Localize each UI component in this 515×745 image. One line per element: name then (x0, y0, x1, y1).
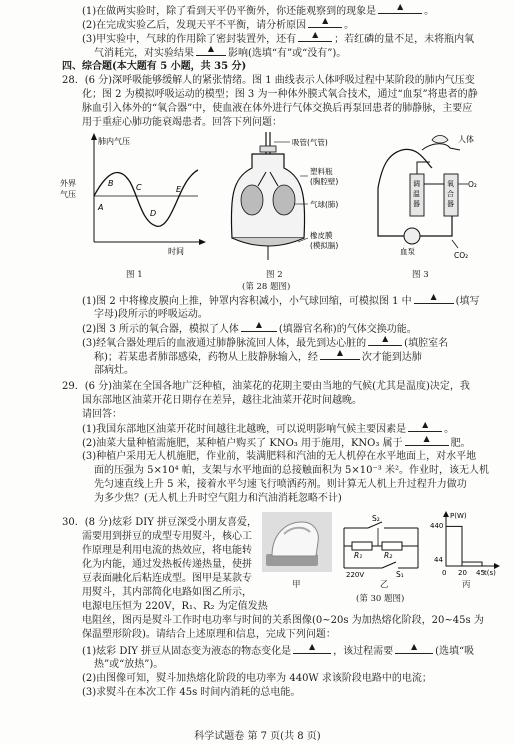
page-footer: 科学试题卷 第 7 页(共 8 页) (194, 731, 321, 742)
power-step-0 (446, 526, 462, 566)
q30-sub1-line2: 热”或“放热”)。 (94, 659, 164, 670)
q28-sub3-line1: (3)经氧合器处理后的血液通过肺静脉流回人体，最先到达心脏的 ▲ (填腔室名 (82, 334, 449, 349)
svg-text:220V: 220V (346, 571, 365, 579)
fig1-label-e: E (176, 185, 182, 194)
q29-sub3-line4: 为多少焦？(无人机上升时空气阻力和汽油消耗忽略不计) (94, 493, 342, 504)
q30-figure-iron-photo (262, 512, 332, 572)
q30-line5: 豆表面融化后粘连成型。图甲是某款专 (82, 573, 252, 584)
q30-line9: 保温塑形阶段)。请结合上述原理和信息，完成下列问题： (82, 629, 336, 640)
q28-figure1-graph (60, 130, 210, 265)
q29-line3: 请回答： (82, 409, 122, 420)
svg-text:调: 调 (413, 180, 420, 188)
fig1-outer2: 气压 (60, 190, 76, 199)
svg-text:器: 器 (447, 200, 454, 208)
q30-line1: 30．(8 分)炫彩 DIY 拼豆深受小朋友喜爱， (62, 517, 257, 528)
fig1-label-d: D (150, 209, 157, 218)
q29-sub3-line2: 面的压强为 5×10⁴ 帕，支架与水平地面的总接触面积为 5×10⁻³ 米²。作业时，该无人机 (94, 465, 489, 476)
svg-text:0: 0 (442, 569, 447, 577)
fig1-label-c: C (136, 183, 142, 192)
resistor-r2 (382, 542, 402, 550)
q28-line2: 化；图 2 为模拟呼吸运动的模型；图 3 为一种体外膜式氧合技术，通过“血泵”将患者的静 (82, 89, 478, 100)
q30-figure-circuit (338, 512, 428, 578)
svg-text:S₁: S₁ (396, 570, 404, 579)
q-prev-line2: (2)在完成实验乙后，发现天平不平衡，请分析原因 ▲ 。 (82, 16, 355, 31)
q28-figure2-bell-jar-model (222, 128, 362, 266)
q30-caption-yi: 乙 (380, 580, 389, 590)
q29-sub3-line1: (3)种植户采用无人机施肥，作业前，装满肥料和汽油的无人机停在水平地面上，对水平地 (82, 451, 477, 462)
q28-sub1-line1: (1)图 2 中将橡皮膜向上推，钟罩内容积减小，小气球回缩，可模拟图 1 中 ▲ (填写 (82, 292, 480, 307)
q28-sub3-line2: 称)；若某患者肺部感染，药物从上肢静脉输入，经 ▲ 次才能到达肺 (94, 348, 422, 363)
svg-text:器: 器 (413, 200, 420, 208)
svg-text:P(W): P(W) (450, 512, 467, 520)
q30-caption-jia: 甲 (292, 580, 301, 590)
q-prev-line3: (3)甲实验中，气球的作用除了密封装置外，还有 ▲ ；若红磷的量不足，未将瓶内氧 (82, 30, 475, 45)
q30-figure-caption: (第 30 题图) (356, 594, 405, 604)
q29-sub2: (2)油菜大量种植需施肥，某种植户购买了 KNO₃ 用于施用，KNO₃ 属于 ▲ 肥。 (82, 434, 471, 449)
q28-sub3-line3: 部病灶。 (94, 365, 134, 376)
fig3-label-co2: CO₂ (454, 251, 469, 260)
q30-sub2: (2)由图像可知，熨斗加热熔化阶段的电功率为 440W 求该阶段电路中的电流； (82, 673, 432, 684)
q30-figure-power-graph (430, 508, 510, 578)
q30-line4: 化为内能，通过发热板传递热量，使拼 (82, 559, 252, 570)
power-step-1 (462, 562, 482, 566)
q-prev-line4: 气消耗完，对实验结果 ▲ 影响(选填“有”或“没有”)。 (94, 44, 347, 59)
q30-line6: 用熨斗，其内部简化电路如图乙所示， (82, 587, 252, 598)
resistor-r1 (352, 542, 372, 550)
q30-sub1-line1: (1)炫彩 DIY 拼豆从固态变为液态的物态变化是 ▲ ，该过程需要 ▲ (选填“吸 (82, 642, 475, 657)
svg-text:R₁: R₁ (354, 551, 363, 560)
switch-s1 (382, 562, 396, 568)
q29-sub3-line3: 先匀速直线上升 5 米，接着水平匀速飞行喷洒药剂。则计算无人机上升过程升力做功 (94, 479, 467, 490)
q28-sub2: (2)图 3 所示的氧合器，模拟了人体 ▲ (填器官名称)的气体交换功能。 (82, 320, 417, 335)
fig3-human-head (432, 136, 448, 144)
q30-sub3: (3)求熨斗在本次工作 45s 时间内消耗的总电能。 (82, 687, 301, 698)
svg-text:氧: 氧 (447, 180, 454, 188)
q28-figure-caption: (第 28 题图) (242, 282, 291, 292)
q30-line8: 电阻丝，图丙是熨斗工作时电功率与时间的关系图像(0~20s 为加热熔化阶段，20~45s 为 (82, 615, 484, 626)
fig3-label-body: 人体 (458, 135, 474, 144)
q30-line3: 作原理是利用电流的热效应，将电能转 (82, 545, 252, 556)
fig2-caption: 图 2 (266, 270, 283, 280)
svg-text:44: 44 (434, 556, 443, 564)
fig1-y-arrow (91, 133, 97, 140)
section-heading: 四、综合题(本大题有 5 小题，共 35 分) (62, 61, 247, 72)
q30-caption-bing: 丙 (462, 580, 471, 590)
fig2-label-tube: 吸管(气管) (292, 138, 328, 147)
q30-line2: 需要用到拼豆的成型专用熨斗，核心工 (82, 531, 252, 542)
fig3-label-pump: 血泵 (400, 247, 415, 256)
svg-text:温: 温 (413, 190, 420, 198)
svg-text:t(s): t(s) (484, 569, 496, 577)
svg-text:S₂: S₂ (372, 514, 380, 523)
q29-sub1: (1)我国东部地区油菜开花时间越往北越晚，可以说明影响气候主要因素是 ▲ 。 (82, 420, 455, 435)
fig2-label-balloon: 气球(肺) (310, 200, 339, 209)
fig1-label-a: A (98, 203, 104, 212)
q28-figure3-ecmo (372, 128, 484, 266)
fig3-caption: 图 3 (412, 270, 429, 280)
fig1-label-b: B (108, 179, 114, 188)
power-step-series (446, 526, 482, 566)
fig2-label-bottle2: (胸腔壁) (310, 177, 339, 186)
q28-line4: 用于重症心肺功能衰竭患者。回答下列问题： (82, 117, 282, 128)
svg-text:合: 合 (447, 190, 454, 198)
fig2-label-rubber1: 橡皮膜 (310, 231, 333, 240)
q29-line2: 国东部地区油菜开花日期存在差异，越往北油菜开花时间越晚。 (82, 395, 362, 406)
svg-text:20: 20 (458, 569, 467, 577)
fig2-rubber-membrane (232, 238, 304, 246)
fig2-label-bottle1: 塑料瓶 (310, 167, 333, 176)
q30-line7: 电源电压恒为 220V，R₁、R₂ 为定值发热 (82, 601, 268, 612)
fig3-pump (404, 228, 420, 244)
fig2-balloon-right (273, 185, 295, 215)
fig1-xlabel: 时间 (168, 247, 184, 256)
svg-text:R₂: R₂ (384, 551, 393, 560)
fig1-x-arrow (199, 239, 206, 245)
fig1-ylabel: 肺内气压 (98, 137, 130, 146)
fig1-outer1: 外界 (60, 179, 76, 188)
fig3-label-o2: O₂ (468, 180, 477, 189)
svg-text:440: 440 (430, 522, 444, 530)
q28-line3: 脉血引入体外的“氧合器”中，使血液在体外进行气体交换后再泵回患者的肺静脉，主要应 (82, 103, 473, 114)
q29-line1: 29．(6 分)油菜在全国各地广泛种植，油菜花的花期主要由当地的气候(尤其是温度)决定，我 (62, 381, 470, 392)
fig1-caption: 图 1 (126, 270, 143, 280)
svg-text:45: 45 (476, 569, 485, 577)
q28-line1: 28．(6 分)深呼吸能够缓解人的紧张情绪。图 1 曲线表示人体呼吸过程中某阶段的肺内气压变 (62, 75, 475, 86)
q-prev-line1: (1)在做两实验时，除了看到天平仍平衡外，你还能观察到的现象是 ▲ 。 (82, 2, 435, 17)
fig2-label-rubber2: (模拟膈) (310, 241, 339, 250)
fig2-balloon-left (241, 185, 263, 215)
q28-sub1-line2: 字母)段所示的呼吸运动。 (94, 309, 208, 320)
